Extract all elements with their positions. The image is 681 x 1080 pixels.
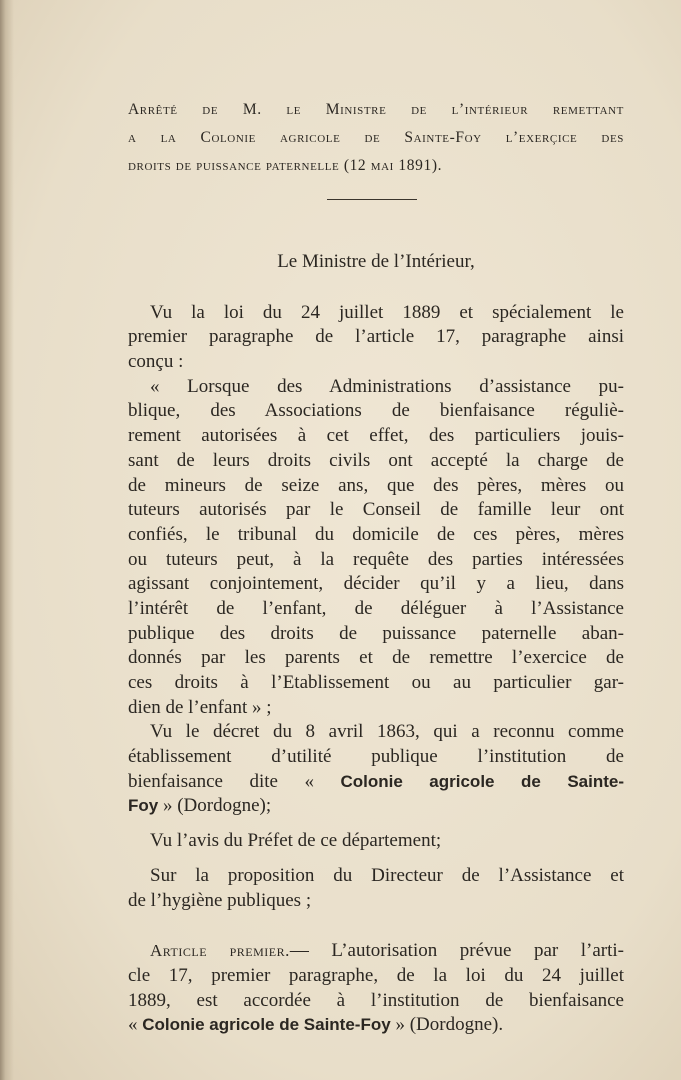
quote-line: blique, des Associations de bienfaisance réguliè- — [128, 400, 624, 422]
institution-name: Colonie agricole de Sainte-Foy — [142, 1015, 391, 1035]
paragraph-line: Vu la loi du 24 juillet 1889 et spécialement le — [150, 301, 624, 323]
quote-line: ou tuteurs peut, à la requête des parties intéressées — [128, 548, 624, 570]
document-title — [128, 96, 624, 180]
article-line: 1889, est accordée à l’institution de bienfaisance — [128, 989, 624, 1011]
page-edge — [0, 0, 14, 1080]
proposition-line: de l’hygiène publiques ; — [128, 889, 312, 911]
quote-line: l’intérêt de l’enfant, de déléguer à l’Assistance — [128, 597, 624, 619]
quote-line: tuteurs autorisés par le Conseil de famille leur ont — [128, 499, 624, 521]
paragraph-line: premier paragraphe de l’article 17, paragraphe ainsi — [128, 326, 624, 348]
quote-line: dien de l’enfant » ; — [128, 696, 272, 718]
decret-line: Foy » (Dordogne); — [128, 795, 272, 817]
heading: Le Ministre de l’Intérieur, — [277, 251, 475, 272]
quote-line: publique des droits de puissance paternelle aban- — [128, 622, 624, 644]
quote-line: confiés, le tribunal du domicile de ces pères, mères — [128, 523, 624, 545]
quote-line: sant de leurs droits civils ont accepté la charge de — [128, 449, 624, 471]
decret-line: établissement d’utilité publique l’institution de — [128, 746, 624, 768]
document-body — [128, 250, 624, 1038]
quote-line: agissant conjointement, décider qu’il y a lieu, dans — [128, 573, 624, 595]
quote-line: de mineurs de seize ans, que des pères, mères ou — [128, 474, 624, 496]
title-line: droits de puissance paternelle (12 mai 1891). — [128, 157, 443, 174]
quote-line: « Lorsque des Administrations d’assistance pu- — [150, 375, 624, 397]
avis-line: Vu l’avis du Préfet de ce département; — [150, 830, 442, 852]
paragraph-line: conçu : — [128, 351, 184, 373]
institution-name: Foy — [128, 796, 159, 816]
decret-line: Vu le décret du 8 avril 1863, qui a reconnu comme — [150, 721, 624, 743]
separator-rule — [327, 199, 417, 200]
article-line: Article premier.— L’autorisation prévue par l’arti- — [150, 940, 624, 962]
title-line: a la Colonie agricole de Sainte-Foy l’exerçice des — [128, 129, 624, 146]
article-label: Article premier. — [150, 941, 290, 961]
decret-line: bienfaisance dite « Colonie agricole de Sainte- — [128, 770, 624, 792]
title-line: Arrêté de M. le Ministre de l’intérieur remettant — [128, 101, 624, 118]
article-line: cle 17, premier paragraphe, de la loi du 24 juillet — [128, 964, 624, 986]
quote-line: ces droits à l’Etablissement ou au particulier gar- — [128, 672, 624, 693]
proposition-line: Sur la proposition du Directeur de l’Assistance et — [150, 864, 624, 886]
article-line: « Colonie agricole de Sainte-Foy » (Dordogne). — [128, 1014, 504, 1036]
quote-line: rement autorisées à cet effet, des particuliers jouis- — [128, 425, 624, 447]
quote-line: donnés par les parents et de remettre l’exercice de — [128, 647, 624, 669]
institution-name: Colonie agricole de Sainte- — [340, 771, 624, 791]
